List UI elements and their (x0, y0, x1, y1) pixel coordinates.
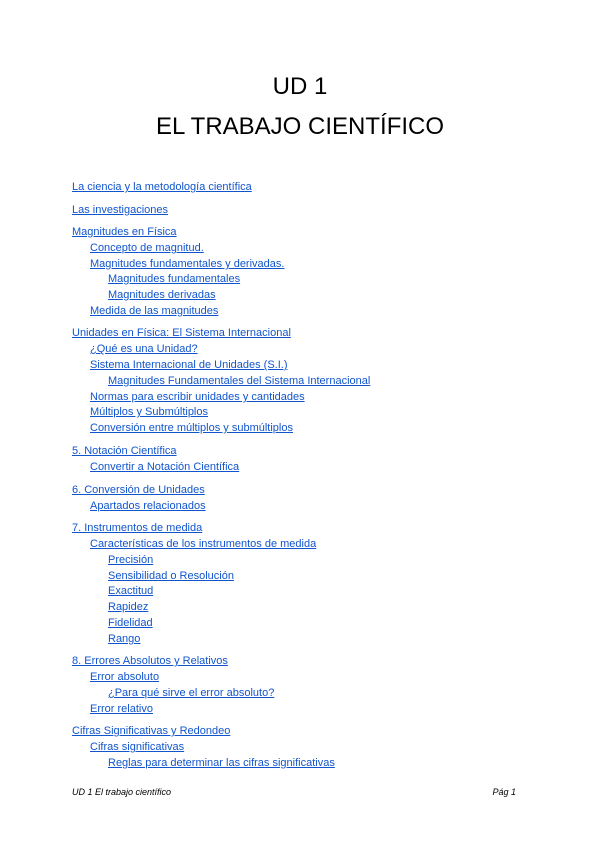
toc-link[interactable]: Rango (108, 633, 141, 645)
toc-link[interactable]: Sensibilidad o Resolución (108, 570, 234, 582)
footer-document-title: UD 1 El trabajo científico (72, 787, 172, 797)
toc-link[interactable]: Magnitudes Fundamentales del Sistema Internacional (108, 375, 371, 387)
toc-link[interactable]: Conversión entre múltiplos y submúltiplos (90, 422, 293, 434)
toc-link[interactable]: La ciencia y la metodología científica (72, 181, 252, 193)
toc-link[interactable]: 6. Conversión de Unidades (72, 484, 205, 496)
toc-link[interactable]: Magnitudes fundamentales (108, 273, 241, 285)
toc-link[interactable]: Medida de las magnitudes (90, 305, 219, 317)
footer-page-number: Pág 1 (492, 787, 516, 797)
toc-link[interactable]: Magnitudes derivadas (108, 289, 216, 301)
toc-link[interactable]: Error relativo (90, 703, 153, 715)
toc-link[interactable]: Reglas para determinar las cifras significativas (108, 757, 335, 769)
toc-link[interactable]: Unidades en Física: El Sistema Internacional (72, 327, 291, 339)
toc-link[interactable]: Cifras significativas (90, 741, 185, 753)
toc-link[interactable]: 8. Errores Absolutos y Relativos (72, 655, 228, 667)
toc-link[interactable]: Normas para escribir unidades y cantidades (90, 391, 305, 403)
toc-link[interactable]: Magnitudes en Física (72, 226, 177, 238)
toc-link[interactable]: Las investigaciones (72, 204, 169, 216)
toc-link[interactable]: Concepto de magnitud. (90, 242, 204, 254)
toc-link[interactable]: ¿Para qué sirve el error absoluto? (108, 687, 275, 699)
toc-link[interactable]: Sistema Internacional de Unidades (S.I.) (90, 359, 288, 371)
toc-link[interactable]: Exactitud (108, 585, 154, 597)
toc-link[interactable]: Error absoluto (90, 671, 160, 683)
toc-link[interactable]: Magnitudes fundamentales y derivadas. (90, 258, 285, 270)
toc-link[interactable]: Múltiplos y Submúltiplos (90, 406, 208, 418)
toc-link[interactable]: Convertir a Notación Científica (90, 461, 240, 473)
toc-link[interactable]: ¿Qué es una Unidad? (90, 343, 198, 355)
page-title-unit: UD 1 (272, 73, 328, 100)
toc-link[interactable]: Fidelidad (108, 617, 153, 629)
toc-link[interactable]: Características de los instrumentos de medida (90, 538, 317, 550)
toc-link[interactable]: Rapidez (108, 601, 149, 613)
toc-link[interactable]: 7. Instrumentos de medida (72, 522, 203, 534)
toc-link[interactable]: Cifras Significativas y Redondeo (72, 725, 231, 737)
page-title-main: EL TRABAJO CIENTÍFICO (155, 113, 445, 140)
toc-link[interactable]: 5. Notación Científica (72, 445, 177, 457)
toc-link[interactable]: Apartados relacionados (90, 500, 206, 512)
toc-link[interactable]: Precisión (108, 554, 154, 566)
